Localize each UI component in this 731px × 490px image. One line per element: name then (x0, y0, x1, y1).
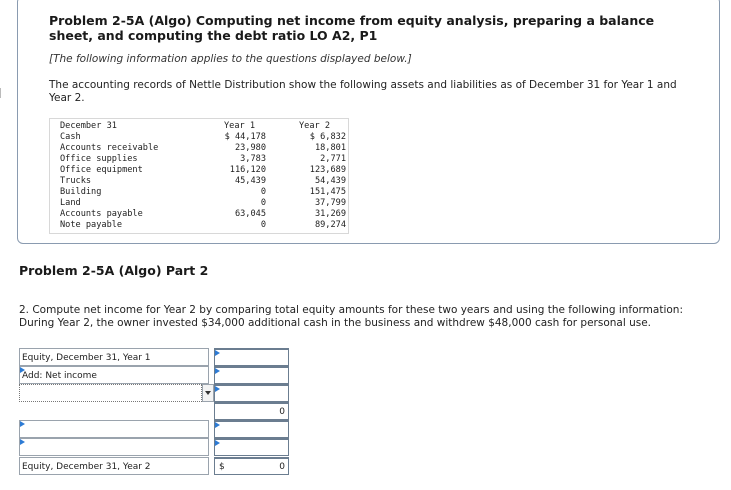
question-text: 2. Compute net income for Year 2 by comparing total equity amounts for these two years and using the following information: During Year 2, the owner invested $34,000 additional cash in the business and withdrew $48,000 cash for personal use. (19, 304, 683, 329)
table-row-label: Accounts payable (60, 209, 143, 219)
label-column (60, 121, 158, 231)
input-indicator-icon (20, 367, 25, 373)
currency-symbol: $ (219, 462, 225, 472)
table-row-label: Office equipment (60, 165, 143, 175)
table-row-label: Accounts receivable (60, 143, 159, 153)
year2-column (290, 121, 346, 231)
blank-label-row-5[interactable] (19, 420, 209, 438)
table-cell-year2: 2,771 (320, 154, 346, 164)
blank-input-row-6[interactable] (214, 438, 289, 456)
problem-description: The accounting records of Nettle Distribution show the following assets and liabilities as of December 31 for Year 1 and Year 2. (49, 79, 677, 104)
table-header-year1: Year 1 (224, 121, 256, 131)
problem-title: Problem 2-5A (Algo) Computing net income from equity analysis, preparing a balance sheet, and computing the debt ratio LO A2, P1 (49, 13, 655, 43)
table-row-label: Office supplies (60, 154, 138, 164)
equity-year2-total (214, 457, 289, 475)
chevron-down-icon[interactable] (202, 384, 214, 402)
table-cell-year1: 0 (260, 220, 266, 230)
table-cell-year1: 63,045 (234, 209, 266, 219)
year1-column (210, 121, 266, 231)
input-indicator-icon (215, 368, 220, 374)
equity-year2-label: Equity, December 31, Year 2 (19, 457, 209, 475)
input-indicator-icon (20, 421, 25, 427)
table-row-label: Trucks (60, 176, 92, 186)
table-cell-year1: 0 (260, 198, 266, 208)
intro-note: [The following information applies to the questions displayed below.] (49, 53, 412, 65)
table-row-label: Land (60, 198, 81, 208)
table-cell-year2: 54,439 (314, 176, 346, 186)
input-indicator-icon (215, 422, 220, 428)
part-title: Problem 2-5A (Algo) Part 2 (19, 263, 209, 278)
table-cell-year2: 37,799 (314, 198, 346, 208)
table-cell-year1: 116,120 (229, 165, 266, 175)
table-row-label: Building (60, 187, 102, 197)
table-cell-year1: 3,783 (240, 154, 266, 164)
add-net-income-label (19, 366, 209, 384)
table-cell-year1: 23,980 (234, 143, 266, 153)
table-cell-year2: 123,689 (309, 165, 346, 175)
blank-label-row-6[interactable] (19, 438, 209, 456)
input-indicator-icon (215, 440, 220, 446)
input-indicator-icon (215, 350, 220, 356)
table-cell-year2: 89,274 (314, 220, 346, 230)
subtotal-value: 0 (279, 407, 285, 417)
table-cell-year2: 151,475 (309, 187, 346, 197)
equity-year1-label: Equity, December 31, Year 1 (19, 348, 209, 366)
equity-year1-input[interactable] (214, 348, 289, 366)
blank-input-row-5[interactable] (214, 420, 289, 438)
adjustment-amount-input[interactable] (214, 384, 289, 402)
left-edge-tick (0, 88, 5, 98)
table-row-label: Cash (60, 132, 81, 142)
table-row-label: Note payable (60, 220, 123, 230)
input-indicator-icon (20, 439, 25, 445)
table-cell-year1: 45,439 (234, 176, 266, 186)
table-cell-year1: 0 (260, 187, 266, 197)
table-cell-year2: 18,801 (314, 143, 346, 153)
add-net-income-text: Add: Net income (22, 371, 97, 381)
table-cell-year1: $ 44,178 (224, 132, 266, 142)
input-indicator-icon (215, 386, 220, 392)
adjustment-dropdown[interactable] (19, 384, 202, 402)
table-header-label: December 31 (60, 121, 117, 131)
table-cell-year2: $ 6,832 (309, 132, 346, 142)
table-header-year2: Year 2 (299, 121, 331, 131)
equity-year2-value: 0 (279, 462, 285, 472)
subtotal-field (214, 402, 289, 420)
table-cell-year2: 31,269 (314, 209, 346, 219)
assets-liabilities-table (49, 118, 349, 234)
net-income-input[interactable] (214, 366, 289, 384)
